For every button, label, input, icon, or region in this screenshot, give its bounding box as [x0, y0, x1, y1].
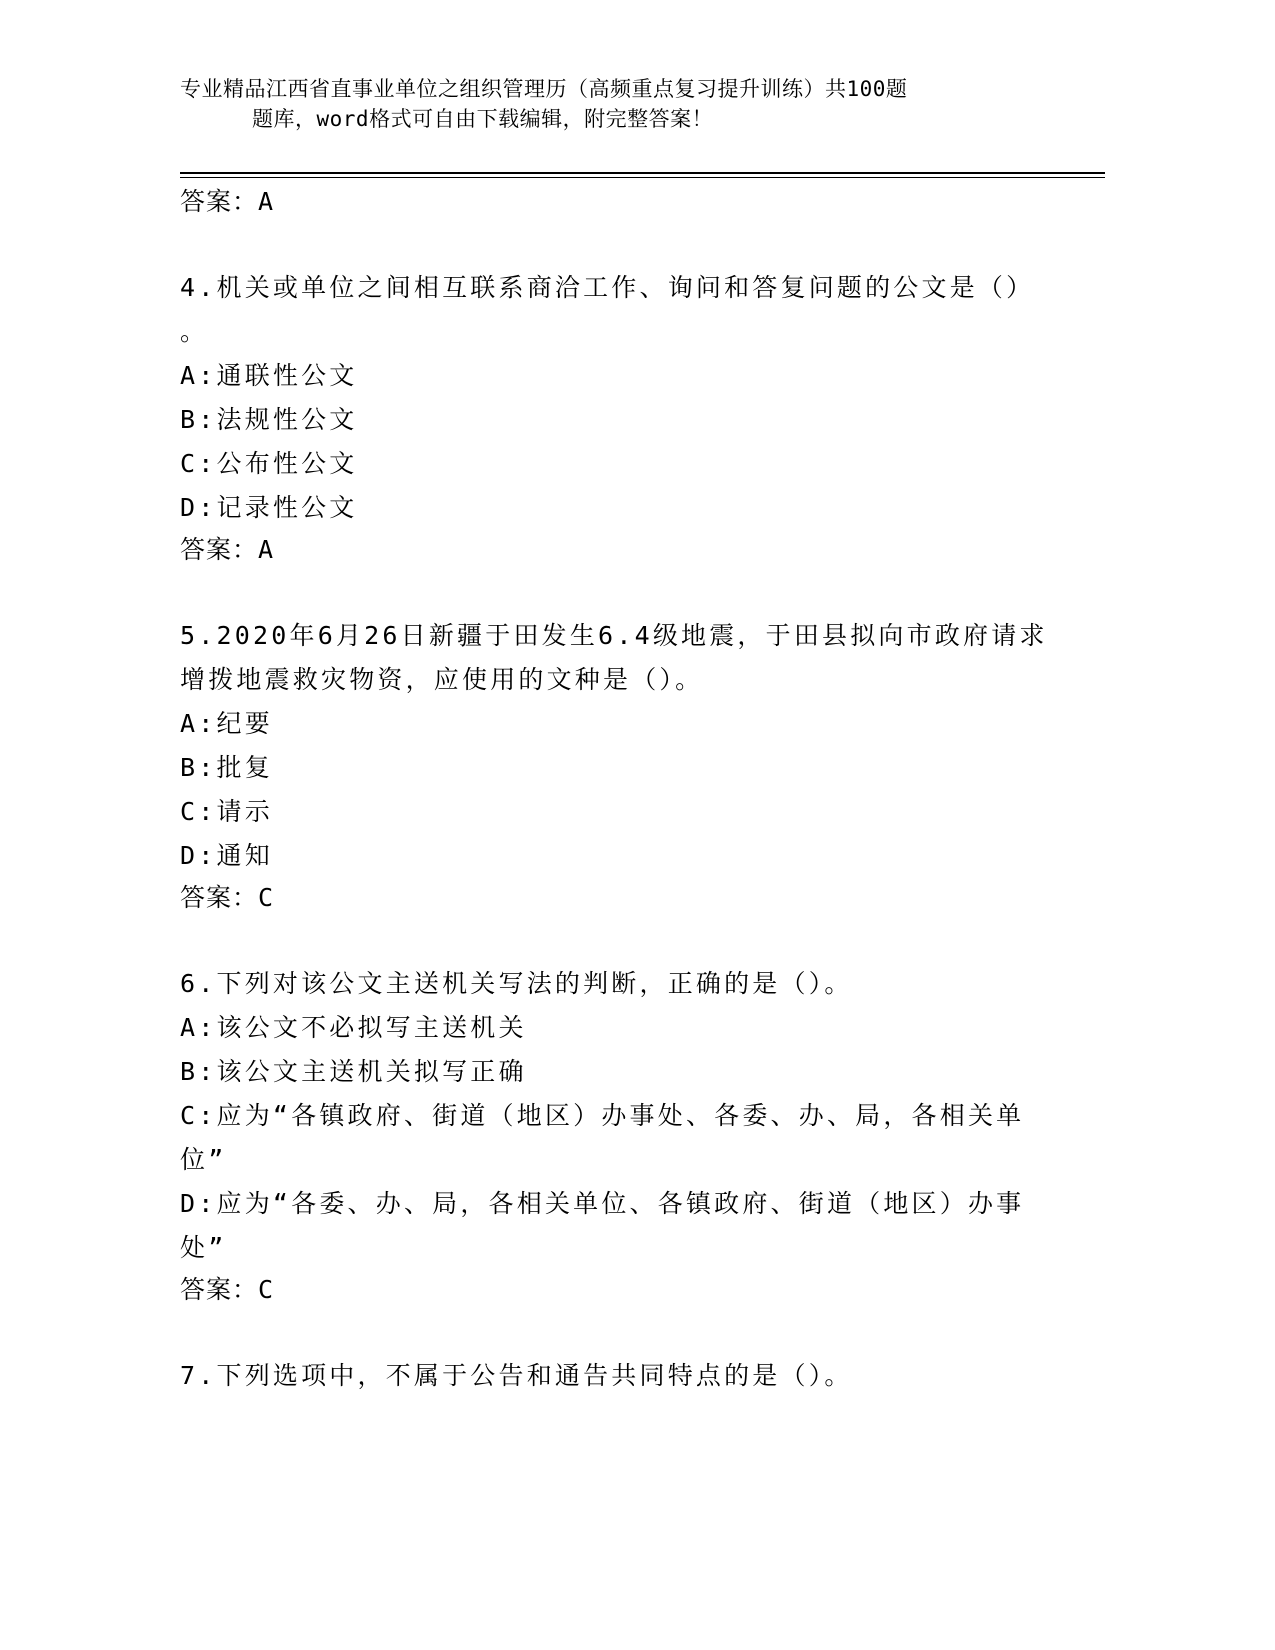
- option-a: A:通联性公文: [180, 361, 358, 390]
- option-c-continued: 位”: [180, 1145, 227, 1174]
- option-d: D:通知: [180, 841, 273, 870]
- header-line-2: 题库，word格式可自由下载编辑，附完整答案！: [252, 107, 714, 131]
- option-b: B:批复: [180, 753, 273, 782]
- option-b: B:法规性公文: [180, 405, 358, 434]
- question-stem-line: 。: [180, 317, 209, 346]
- answer-line: 答案：C: [180, 883, 275, 912]
- option-a: A:该公文不必拟写主送机关: [180, 1013, 527, 1042]
- question-stem-line: 5.2020年6月26日新疆于田发生6.4级地震，于田县拟向市政府请求: [180, 621, 1048, 650]
- option-a: A:纪要: [180, 709, 273, 738]
- document-header: [180, 74, 1000, 134]
- document-body: [180, 182, 1060, 1398]
- header-rule-thin: [180, 177, 1105, 178]
- answer-line: 答案：A: [180, 187, 275, 216]
- question-5: [180, 614, 1060, 918]
- question-7: [180, 1354, 1060, 1398]
- option-d-continued: 处”: [180, 1233, 227, 1262]
- answer-line: 答案：C: [180, 1275, 275, 1304]
- option-b: B:该公文主送机关拟写正确: [180, 1057, 527, 1086]
- answer-line: 答案：A: [180, 535, 275, 564]
- option-c: C:请示: [180, 797, 273, 826]
- question-stem-line: 7.下列选项中，不属于公告和通告共同特点的是（）。: [180, 1361, 853, 1390]
- option-c: C:公布性公文: [180, 449, 358, 478]
- option-c: C:应为“各镇政府、街道（地区）办事处、各委、办、局，各相关单: [180, 1101, 1025, 1130]
- question-stem-line: 增拨地震救灾物资，应使用的文种是（）。: [180, 665, 704, 694]
- question-4: [180, 266, 1060, 570]
- header-rule-thick: [180, 172, 1105, 174]
- option-d: D:应为“各委、办、局，各相关单位、各镇政府、街道（地区）办事: [180, 1189, 1025, 1218]
- option-d: D:记录性公文: [180, 493, 358, 522]
- question-6: [180, 962, 1060, 1310]
- question-stem-line: 4.机关或单位之间相互联系商洽工作、询问和答复问题的公文是（）: [180, 273, 1035, 302]
- question-stem-line: 6.下列对该公文主送机关写法的判断，正确的是（）。: [180, 969, 853, 998]
- header-line-1: 专业精品江西省直事业单位之组织管理历（高频重点复习提升训练）共100题: [180, 77, 908, 101]
